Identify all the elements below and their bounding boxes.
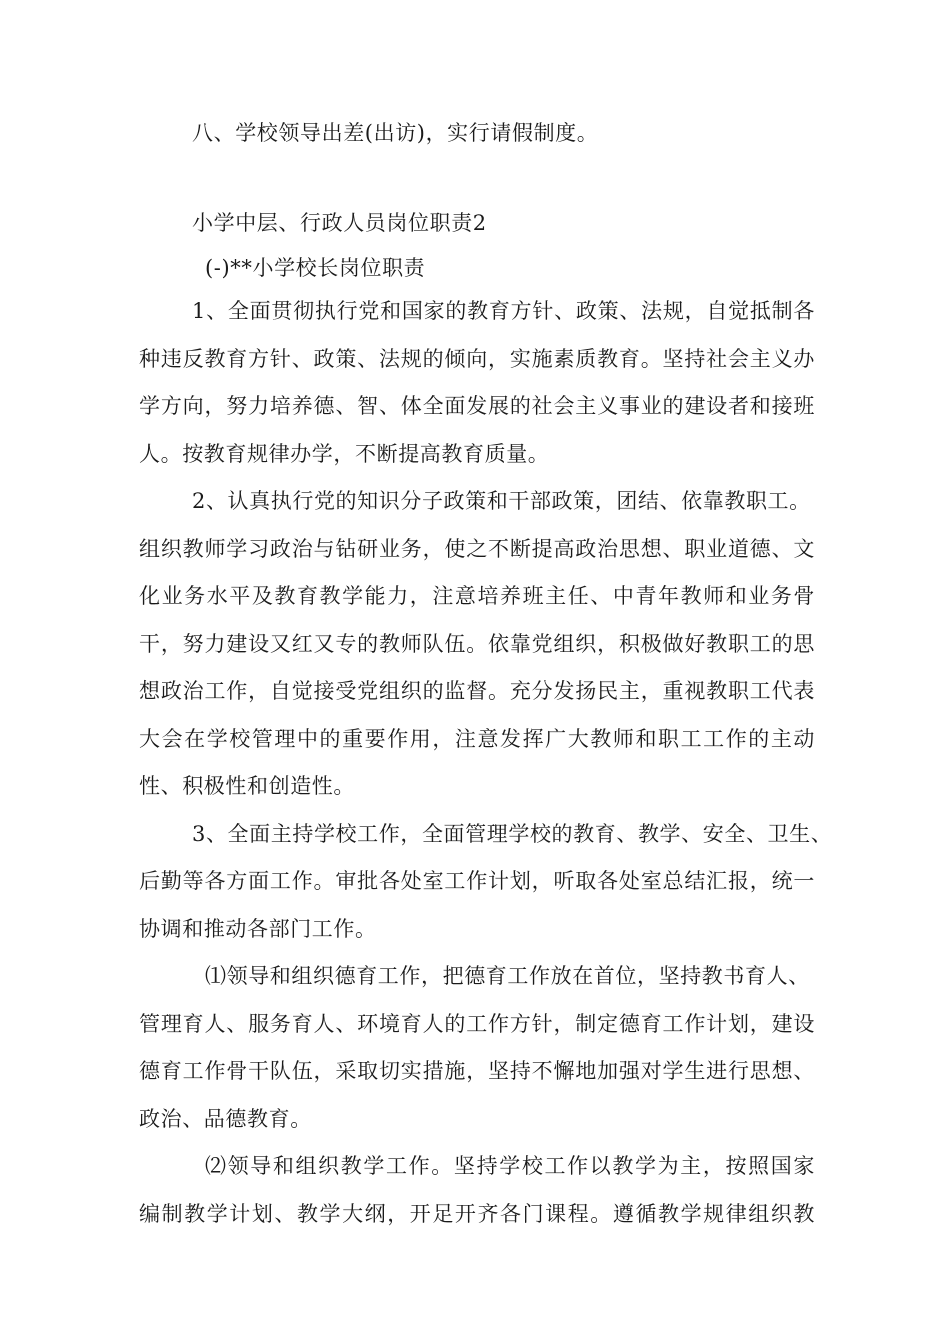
paragraph-4-line-3: 德育工作骨干队伍，采取切实措施，坚持不懈地加强对学生进行思想、 — [139, 1059, 815, 1083]
paragraph-2-line-3: 化业务水平及教育教学能力，注意培养班主任、中青年教师和业务骨 — [139, 584, 815, 608]
paragraph-2-line-1: 2、认真执行党的知识分子政策和干部政策，团结、依靠教职工。 — [192, 489, 811, 513]
previous-rule-item: 八、学校领导出差(出访)，实行请假制度。 — [192, 121, 599, 145]
paragraph-2-line-7: 性、积极性和创造性。 — [139, 774, 355, 798]
subsection-title: (-)**小学校长岗位职责 — [205, 256, 426, 280]
paragraph-5-line-1: ⑵领导和组织教学工作。坚持学校工作以教学为主，按照国家 — [205, 1154, 815, 1178]
paragraph-4-line-4: 政治、品德教育。 — [139, 1107, 312, 1131]
paragraph-1-line-2: 种违反教育方针、政策、法规的倾向，实施素质教育。坚持社会主义办 — [139, 347, 815, 371]
paragraph-4-line-1: ⑴领导和组织德育工作，把德育工作放在首位，坚持教书育人、 — [205, 964, 810, 988]
paragraph-2-line-2: 组织教师学习政治与钻研业务，使之不断提高政治思想、职业道德、文 — [139, 537, 815, 561]
paragraph-4-line-2: 管理育人、服务育人、环境育人的工作方针，制定德育工作计划，建设 — [139, 1012, 815, 1036]
paragraph-5-line-2: 编制教学计划、教学大纲，开足开齐各门课程。遵循教学规律组织教 — [139, 1202, 815, 1226]
paragraph-1-line-1: 1、全面贯彻执行党和国家的教育方针、政策、法规，自觉抵制各 — [192, 299, 815, 323]
paragraph-2-line-5: 想政治工作，自觉接受党组织的监督。充分发扬民主，重视教职工代表 — [139, 679, 815, 703]
paragraph-2-line-6: 大会在学校管理中的重要作用，注意发挥广大教师和职工工作的主动 — [139, 727, 815, 751]
paragraph-3-line-2: 后勤等各方面工作。审批各处室工作计划，听取各处室总结汇报，统一 — [139, 869, 815, 893]
paragraph-3-line-3: 协调和推动各部门工作。 — [139, 917, 377, 941]
paragraph-2-line-4: 干，努力建设又红又专的教师队伍。依靠党组织，积极做好教职工的思 — [139, 632, 815, 656]
section-title: 小学中层、行政人员岗位职责2 — [192, 211, 487, 235]
paragraph-1-line-4: 人。按教育规律办学，不断提高教育质量。 — [139, 442, 550, 466]
paragraph-1-line-3: 学方向，努力培养德、智、体全面发展的社会主义事业的建设者和接班 — [139, 394, 815, 418]
paragraph-3-line-1: 3、全面主持学校工作，全面管理学校的教育、教学、安全、卫生、 — [192, 822, 833, 846]
